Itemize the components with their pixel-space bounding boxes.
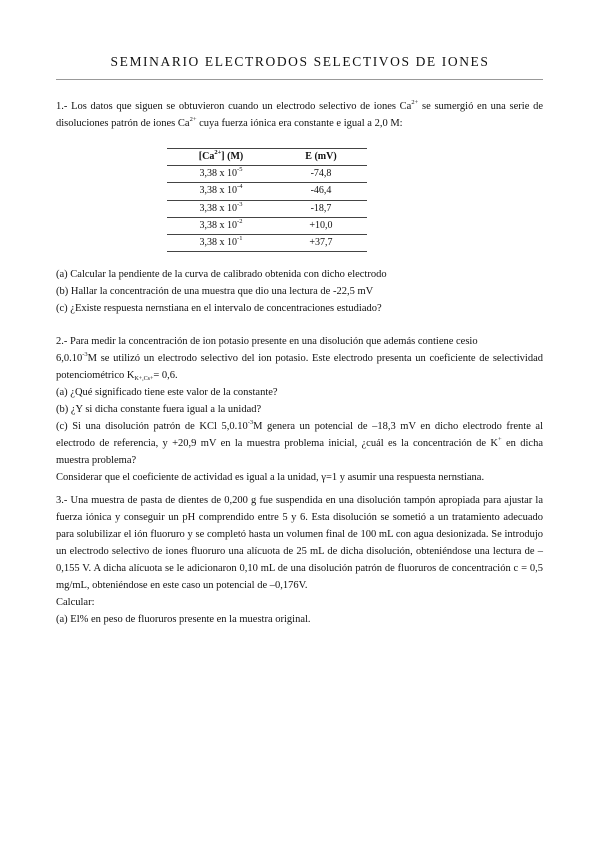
- question-2a: (a) ¿Qué significado tiene este valor de la constante?: [56, 387, 278, 398]
- table-cell-concentration: 3,38 x $10^{-1}$: [167, 234, 275, 251]
- problem-1-intro: 1.- Los datos que siguen se obtuvieron cuando un electrodo selectivo de iones $Ca^{2+}$ se sumergió en una serie de disoluciones patrón de iones $Ca^{2+}$ cuya fuerza iónica era constante e igual a 2,0 M:: [56, 99, 543, 129]
- problem-2-line-1: 2.- Para medir la concentración de ion potasio presente en una disolución que además contiene cesio: [56, 336, 478, 347]
- question-1c: (c) ¿Existe respuesta nernstiana en el intervalo de concentraciones estudiado?: [56, 303, 382, 314]
- problem-2-note: Considerar que el coeficiente de actividad es igual a la unidad, γ=1 y asumir una respuesta nernstiana.: [56, 472, 485, 483]
- table-cell-potential: +37,7: [275, 234, 367, 251]
- question-1b: (b) Hallar la concentración de una muestra que dio una lectura de -22,5 mV: [56, 286, 374, 297]
- column-header-concentration: $[Ca^{2+}]$ (M): [167, 149, 275, 166]
- question-1a: (a) Calcular la pendiente de la curva de calibrado obtenida con dicho electrodo: [56, 269, 387, 280]
- column-header-potential: E (mV): [275, 149, 367, 166]
- table-cell-potential: -18,7: [275, 200, 367, 217]
- table-cell-potential: +10,0: [275, 217, 367, 234]
- problem-3-statement: 3.- Una muestra de pasta de dientes de 0,200 g fue suspendida en una disolución tampón apropiada para ajustar la fuerza iónica y conseguir un pH comprendido entre 5 y 6. Esta disolución se sometió a un tratamiento adecuado para solubilizar el ión fluoruro y se completó hasta un volumen final de 100 mL con agua desionizada. Se introdujo un electrodo selectivo de iones fluoruro una alícuota de 25 mL de dicha disolución, obteniéndose una lectura de –0,155 V. A dicha alícuota se le adicionaron 0,10 mL de una disolución patrón de fluoruros de concentración c = 0,5 mg/mL, obteniéndose en este caso un potencial de –0,176V.: [56, 495, 543, 591]
- problem-1-questions: [56, 266, 543, 317]
- table-row: [167, 217, 367, 234]
- table-cell-concentration: 3,38 x $10^{-4}$: [167, 183, 275, 200]
- question-2c: (c) Si una disolución patrón de KCl $5,0.10^{-3}M$ genera un potencial de –18,3 mV en dicho electrodo frente al electrodo de referencia, y +20,9 mV en la muestra problema inicial, ¿cuál es la concentración de K+ en dicha muestra problema?: [56, 419, 543, 466]
- problem-2-statement: $6,0.10^{-3}M$ se utilizó un electrodo selectivo del ion potasio. Este electrodo presenta un coeficiente de selectividad potenciométrico $K_{K+,Cs+}= 0,6$.: [56, 351, 543, 382]
- question-3a: (a) El% en peso de fluoruros presente en la muestra original.: [56, 614, 311, 625]
- page-title: SEMINARIO ELECTRODOS SELECTIVOS DE IONES: [110, 54, 490, 69]
- problem-3: [56, 492, 543, 628]
- title-divider: [56, 79, 543, 80]
- problem-2: [56, 333, 543, 486]
- table-row: [167, 183, 367, 200]
- question-2b: (b) ¿Y si dicha constante fuera igual a la unidad?: [56, 404, 262, 415]
- problem-3-calcular: Calcular:: [56, 597, 95, 608]
- table-cell-concentration: 3,38 x $10^{-5}$: [167, 166, 275, 183]
- table-header-row: [167, 149, 367, 166]
- table-cell-concentration: 3,38 x $10^{-3}$: [167, 200, 275, 217]
- table-row: [167, 200, 367, 217]
- table-cell-concentration: 3,38 x $10^{-2}$: [167, 217, 275, 234]
- table-row: [167, 166, 367, 183]
- table-cell-potential: -46,4: [275, 183, 367, 200]
- table-row: [167, 234, 367, 251]
- table-cell-potential: -74,8: [275, 166, 367, 183]
- calibration-table: [167, 148, 367, 252]
